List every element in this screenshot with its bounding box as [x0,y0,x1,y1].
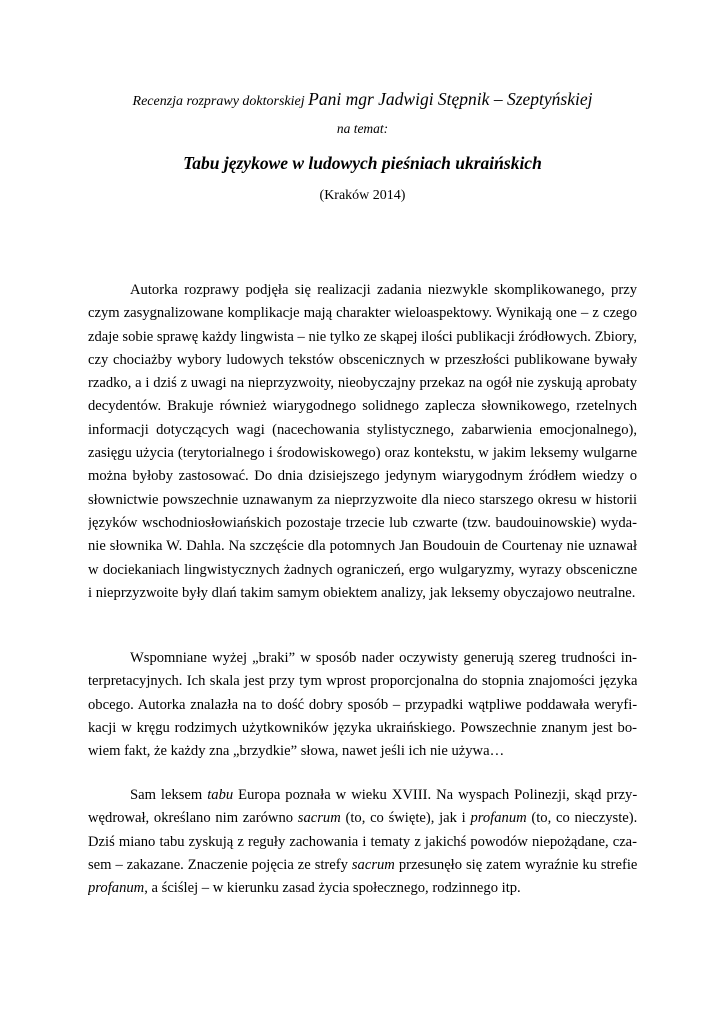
italic-term: sacrum [351,856,395,873]
candidate-name: Pani mgr Jadwigi Stępnik – Szeptyńskiej [308,89,593,109]
paragraph-line: wiem fakt, że każdy zna „brzydkie” słowa, nawet jeśli ich nie używa… [88,743,505,760]
on-topic-label: na temat: [336,121,389,136]
italic-term: tabu [207,787,234,803]
paragraph-line: sem – zakazane. Znaczenie pojęcia ze strefy sacrum przesunęło się zatem wyraźnie ku strefie [88,856,637,873]
paragraph-1 [88,279,637,605]
dissertation-title: Tabu językowe w ludowych pieśniach ukraińskich [183,153,542,173]
paragraph-line: Sam leksem tabu Europa poznała w wieku XVIII. Na wyspach Polinezji, skąd przy- [130,787,637,803]
paragraph-line: informacji dotyczących wagi (nacechowania stylistycznego, zabarwienia emocjonalnego), [88,421,637,438]
paragraph-line: Wspomniane wyżej „braki” w sposób nader oczywisty generują szereg trudności in- [130,650,637,666]
paragraph-line: języków wschodniosłowiańskich pozostaje trzecie lub czwarte (tzw. baudouinowskie) wyda- [88,514,637,531]
paragraph-line: profanum, a ściślej – w kierunku zasad życia społecznego, rodzinnego itp. [88,880,521,897]
paragraph-line: Dziś miano tabu zyskują z reguły zachowania i tematy z jakichś powodów niepożądane, cza- [88,833,637,850]
paragraph-line: kacji w kręgu rodzimych użytkowników języka ukraińskiego. Powszechnie znanym jest bo- [88,719,637,736]
paragraph-line: wędrował, określano nim zarówno sacrum (to, co święte), jak i profanum (to, co nieczyste). [88,810,637,827]
paragraph-line: nie słownika W. Dahla. Na szczęście dla potomnych Jan Boudouin de Courtenay nie uznawał [88,538,637,555]
paragraph-line: zasięgu użycia (terytorialnego i środowiskowego) oraz kontekstu, w jakim leksemy wulgarne [88,445,637,462]
paragraph-line: w dociekaniach lingwistycznych żadnych ograniczeń, ergo wulgaryzmy, wyrazy obsceniczne [88,561,637,578]
paragraph-2 [88,647,637,763]
paragraph-3 [88,784,637,900]
paragraph-line: zdaje sobie sprawę każdy lingwista – nie tylko ze skąpej ilości publikacji źródłowych. Zbiory, [88,328,637,345]
paragraph-line: decydentów. Brakuje również wiarygodnego solidnego zaplecza słownikowego, rzetelnych [88,398,637,415]
paragraph-line: obcego. Autorka znalazła na to dość dobry sposób – przypadki wątpliwe poddawała weryfi- [88,696,637,713]
review-heading-prefix: Recenzja rozprawy doktorskiej [132,94,309,109]
italic-term: sacrum [297,810,341,827]
paragraph-line: i nieprzyzwoite były dlań takim samym obiektem analizy, jak leksemy obyczajowo neutralne. [88,584,636,601]
paragraph-line: czym zasygnalizowane komplikacje mają charakter wieloaspektowy. Wynikają one – z czego [88,305,637,322]
paragraph-line: czy chociażby wybory ludowych tekstów obscenicznych w przeszłości publikowane bywały [88,351,637,368]
review-heading [0,89,725,110]
place-year: (Kraków 2014) [319,188,406,203]
paragraph-line: słownictwie powszechnie uznawanym za nieprzyzwoite dla nieco starszego okresu w historii [88,491,637,508]
paragraph-line: Autorka rozprawy podjęła się realizacji zadania niezwykle skomplikowanego, przy [130,282,637,298]
italic-term: profanum [470,810,527,827]
italic-term: profanum [88,880,145,897]
paragraph-line: można byłoby zastosować. Do dnia dzisiejszego jedynym wiarygodnym źródłem wiedzy o [88,468,637,485]
paragraph-line: rzadko, a i dziś z uwagi na nieprzyzwoity, nieobyczajny przekaz na ogół nie zyskują aprobaty [88,375,637,392]
paragraph-line: terpretacyjnych. Ich skala jest przy tym wprost proporcjonalna do stopnia znajomości języka [88,673,637,690]
